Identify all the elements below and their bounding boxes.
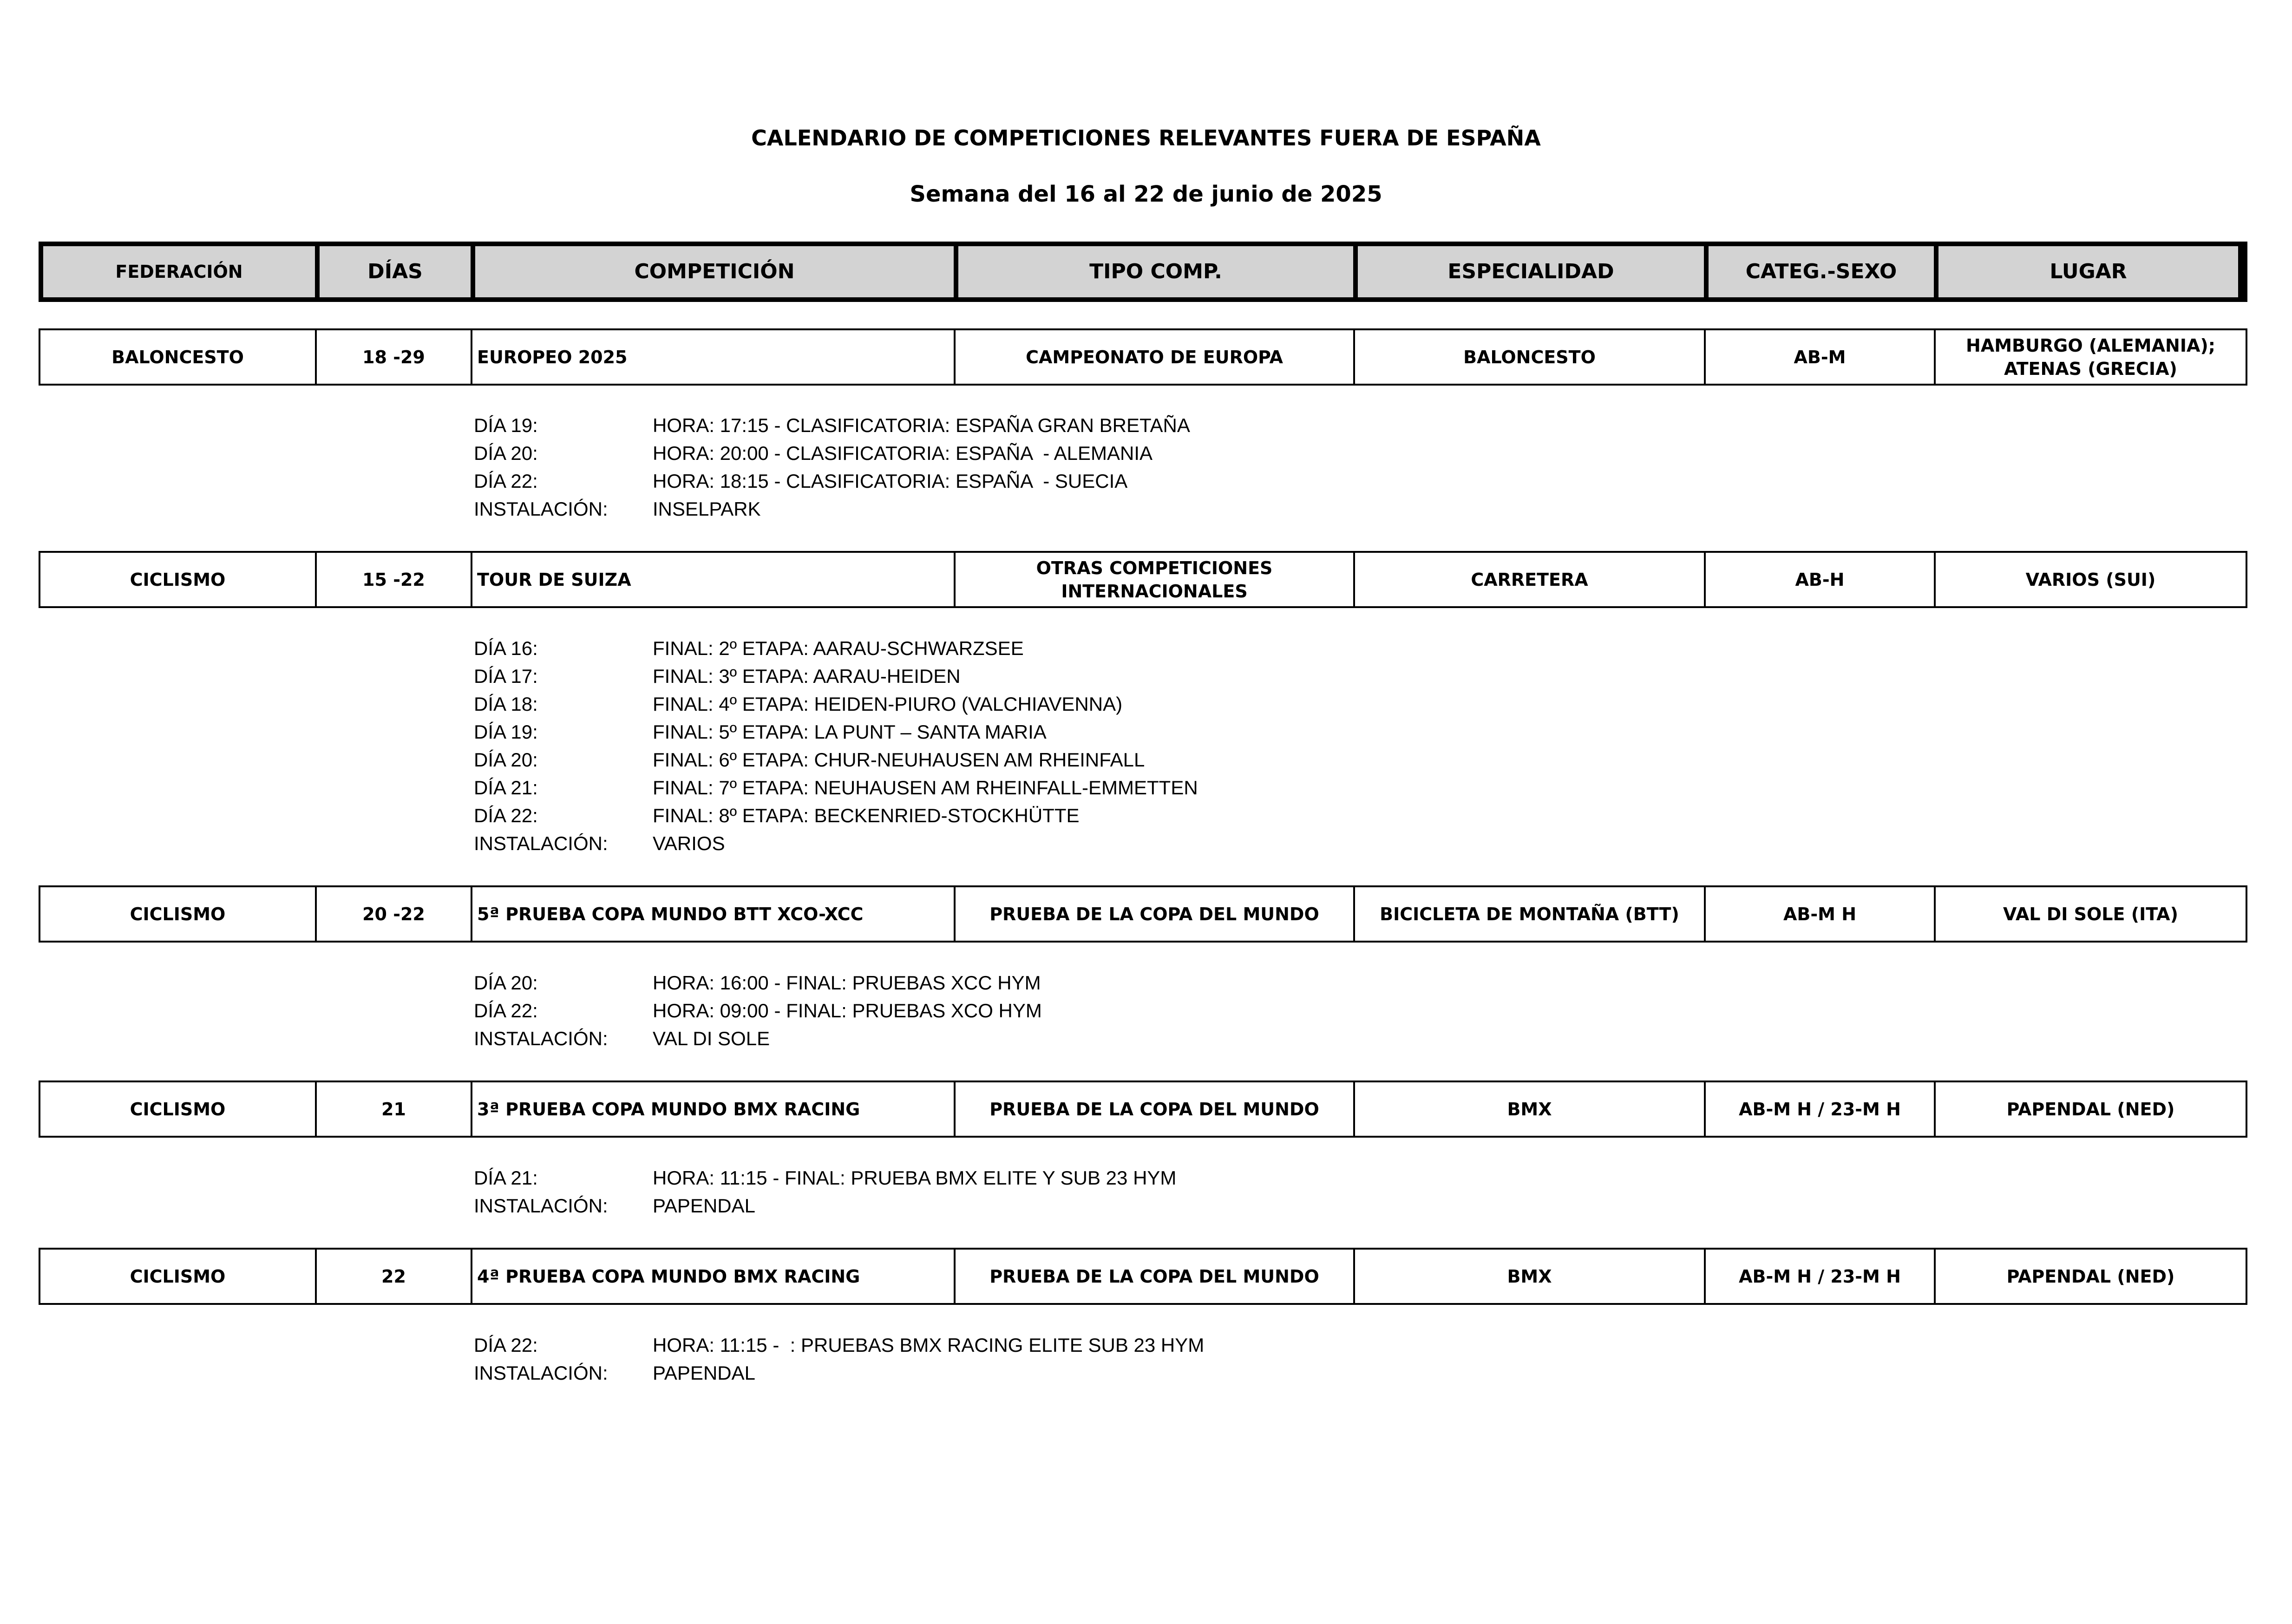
detail-label: DÍA 16: [474,637,538,659]
detail-line [474,1164,1176,1192]
event-details [474,1164,1176,1220]
detail-line [474,1331,1204,1359]
detail-label: DÍA 21: [474,777,538,799]
event-row [39,1248,2247,1305]
event-categ: AB-M H / 23-M H [1706,1250,1936,1303]
detail-line [474,997,1042,1025]
detail-line [474,412,1190,439]
detail-line [474,969,1042,997]
event-dias: 22 [317,1250,472,1303]
event-especialidad: BICICLETA DE MONTAÑA (BTT) [1355,887,1706,941]
detail-line [474,495,1190,523]
detail-line [474,1025,1042,1053]
detail-text: INSELPARK [653,498,761,520]
event-row [39,551,2247,608]
detail-label: DÍA 21: [474,1167,538,1189]
event-details [474,412,1190,523]
event-tipo: PRUEBA DE LA COPA DEL MUNDO [956,1250,1355,1303]
event-dias: 18 -29 [317,330,472,384]
event-row [39,328,2247,386]
event-especialidad: CARRETERA [1355,553,1706,606]
event-dias: 20 -22 [317,887,472,941]
detail-line [474,439,1190,467]
detail-line [474,718,1198,746]
detail-label: INSTALACIÓN: [474,1362,608,1384]
table-header [39,242,2247,302]
detail-text: FINAL: 3º ETAPA: AARAU-HEIDEN [653,665,961,687]
event-especialidad: BMX [1355,1082,1706,1136]
detail-label: DÍA 22: [474,470,538,492]
header-especialidad: ESPECIALIDAD [1358,246,1709,297]
event-especialidad: BALONCESTO [1355,330,1706,384]
detail-label: INSTALACIÓN: [474,498,608,520]
event-details [474,635,1198,858]
detail-text: PAPENDAL [653,1195,755,1217]
detail-line [474,635,1198,662]
detail-label: DÍA 22: [474,1000,538,1022]
detail-line [474,662,1198,690]
event-dias: 15 -22 [317,553,472,606]
event-categ: AB-M [1706,330,1936,384]
event-competicion: 4ª PRUEBA COPA MUNDO BMX RACING [472,1250,956,1303]
detail-label: DÍA 19: [474,721,538,743]
event-lugar: VARIOS (SUI) [2025,569,2156,590]
event-competicion: EUROPEO 2025 [472,330,956,384]
detail-line [474,1192,1176,1220]
event-details [474,1331,1204,1387]
document-title: CALENDARIO DE COMPETICIONES RELEVANTES FUERA DE ESPAÑA [751,125,1541,151]
detail-text: FINAL: 5º ETAPA: LA PUNT – SANTA MARIA [653,721,1047,743]
event-lugar: HAMBURGO (ALEMANIA); ATENAS (GRECIA) [1966,335,2215,379]
event-especialidad: BMX [1355,1250,1706,1303]
event-federacion: CICLISMO [40,1082,317,1136]
header-dias: DÍAS [320,246,475,297]
event-categ: AB-M H [1706,887,1936,941]
detail-line [474,774,1198,802]
event-federacion: CICLISMO [40,553,317,606]
event-dias: 21 [317,1082,472,1136]
detail-label: DÍA 17: [474,665,538,687]
detail-text: HORA: 11:15 - FINAL: PRUEBA BMX ELITE Y SUB 23 HYM [653,1167,1177,1189]
detail-label: DÍA 20: [474,972,538,994]
detail-line [474,1359,1204,1387]
header-tipo: TIPO COMP. [958,246,1358,297]
detail-text: HORA: 16:00 - FINAL: PRUEBAS XCC HYM [653,972,1041,994]
detail-text: FINAL: 7º ETAPA: NEUHAUSEN AM RHEINFALL-EMMETTEN [653,777,1198,799]
event-details [474,969,1042,1053]
detail-text: HORA: 11:15 - : PRUEBAS BMX RACING ELITE SUB 23 HYM [653,1334,1205,1356]
header-lugar: LUGAR [1938,246,2243,297]
document-subtitle: Semana del 16 al 22 de junio de 2025 [910,181,1382,207]
event-lugar: PAPENDAL (NED) [2006,1266,2175,1287]
header-competicion: COMPETICIÓN [475,246,958,297]
detail-label: DÍA 18: [474,693,538,715]
event-federacion: CICLISMO [40,1250,317,1303]
event-tipo: CAMPEONATO DE EUROPA [956,330,1355,384]
detail-text: VARIOS [653,832,725,854]
detail-line [474,830,1198,858]
detail-text: FINAL: 6º ETAPA: CHUR-NEUHAUSEN AM RHEINFALL [653,749,1145,771]
event-competicion: TOUR DE SUIZA [472,553,956,606]
detail-label: DÍA 20: [474,749,538,771]
event-row [39,1080,2247,1138]
detail-label: DÍA 22: [474,805,538,826]
event-tipo: PRUEBA DE LA COPA DEL MUNDO [956,1082,1355,1136]
detail-text: HORA: 20:00 - CLASIFICATORIA: ESPAÑA - ALEMANIA [653,442,1153,464]
event-competicion: 5ª PRUEBA COPA MUNDO BTT XCO-XCC [472,887,956,941]
detail-text: FINAL: 2º ETAPA: AARAU-SCHWARZSEE [653,637,1024,659]
detail-label: DÍA 22: [474,1334,538,1356]
detail-line [474,802,1198,830]
header-federacion: FEDERACIÓN [43,246,320,297]
detail-text: HORA: 09:00 - FINAL: PRUEBAS XCO HYM [653,1000,1042,1022]
detail-text: HORA: 17:15 - CLASIFICATORIA: ESPAÑA GRAN BRETAÑA [653,414,1190,436]
event-categ: AB-H [1706,553,1936,606]
event-federacion: BALONCESTO [40,330,317,384]
event-categ: AB-M H / 23-M H [1706,1082,1936,1136]
event-federacion: CICLISMO [40,887,317,941]
detail-line [474,467,1190,495]
event-tipo: OTRAS COMPETICIONES INTERNACIONALES [956,553,1355,606]
detail-text: HORA: 18:15 - CLASIFICATORIA: ESPAÑA - SUECIA [653,470,1128,492]
detail-line [474,690,1198,718]
detail-label: INSTALACIÓN: [474,832,608,854]
detail-text: VAL DI SOLE [653,1028,770,1049]
detail-line [474,746,1198,774]
event-row [39,885,2247,943]
detail-text: PAPENDAL [653,1362,755,1384]
detail-text: FINAL: 4º ETAPA: HEIDEN-PIURO (VALCHIAVENNA) [653,693,1123,715]
detail-text: FINAL: 8º ETAPA: BECKENRIED-STOCKHÜTTE [653,805,1080,826]
event-competicion: 3ª PRUEBA COPA MUNDO BMX RACING [472,1082,956,1136]
event-lugar: PAPENDAL (NED) [2006,1099,2175,1120]
detail-label: INSTALACIÓN: [474,1195,608,1217]
detail-label: INSTALACIÓN: [474,1028,608,1049]
event-lugar: VAL DI SOLE (ITA) [2003,904,2178,924]
header-categ: CATEG.-SEXO [1709,246,1938,297]
event-tipo: PRUEBA DE LA COPA DEL MUNDO [956,887,1355,941]
detail-label: DÍA 19: [474,414,538,436]
detail-label: DÍA 20: [474,442,538,464]
